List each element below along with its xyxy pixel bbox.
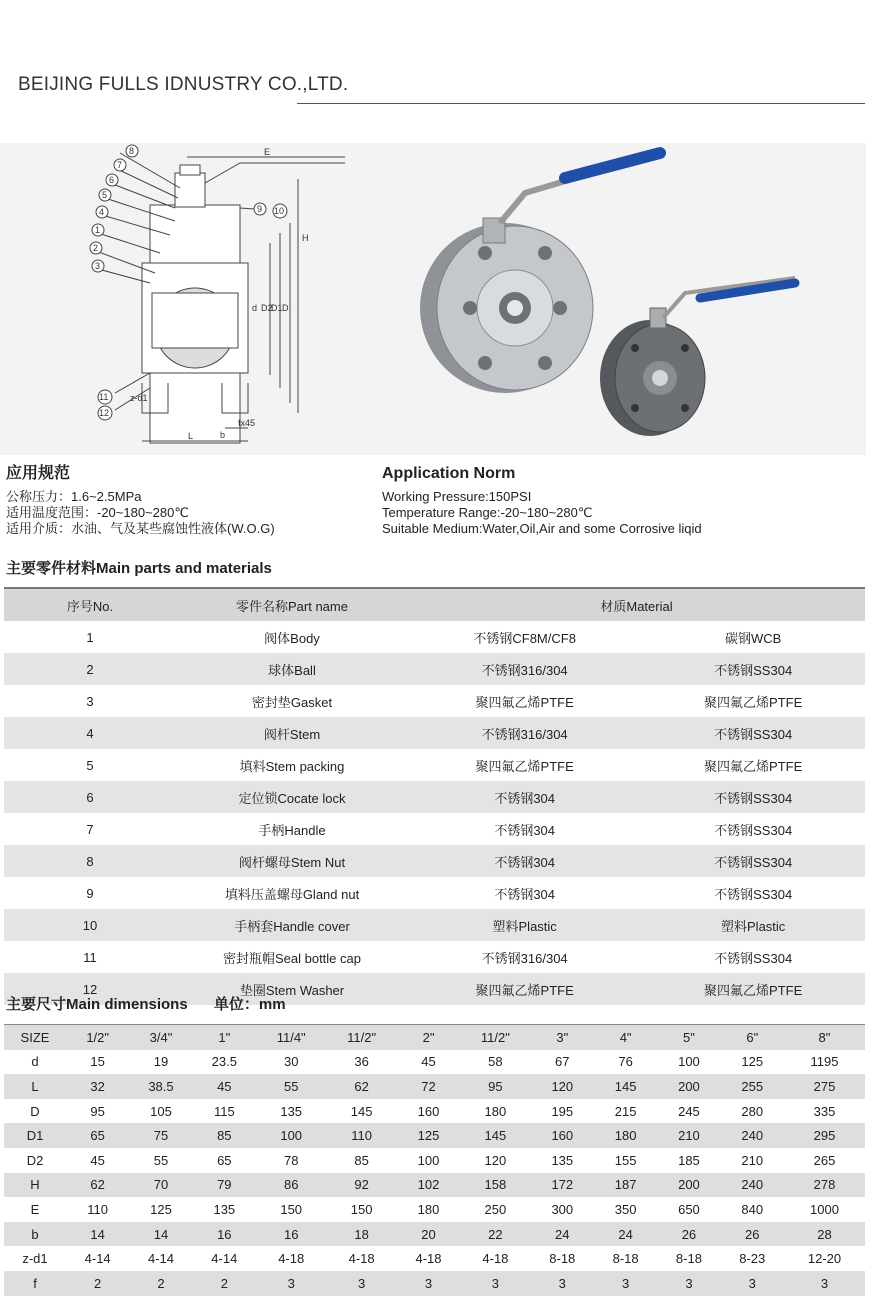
- dims-cell: 26: [721, 1222, 784, 1247]
- part-name: 阀体Body: [264, 630, 320, 646]
- norm-cn-line: 适用介质：水油、气及某些腐蚀性液体(W.O.G): [6, 521, 275, 536]
- dims-cell: 5": [657, 1025, 720, 1050]
- parts-row: [4, 909, 865, 941]
- dims-cell: 210: [657, 1123, 720, 1148]
- dims-cell: 62: [66, 1173, 129, 1198]
- dims-cell: 11/4": [256, 1025, 326, 1050]
- part-name: 阀杆螺母Stem Nut: [176, 845, 408, 877]
- material-carbon: 不锈钢SS304: [714, 822, 793, 838]
- parts-row: [4, 941, 865, 973]
- callout-11: 11: [99, 392, 109, 402]
- parts-row: [4, 845, 865, 877]
- parts-row: [4, 685, 865, 717]
- dims-cell: 3: [326, 1271, 396, 1296]
- dims-row: [4, 1123, 865, 1148]
- dims-cell: 2: [193, 1271, 256, 1296]
- norm-cn-title: 应用规范: [6, 465, 71, 482]
- part-name: 密封垫Gasket: [251, 694, 333, 710]
- dims-row-label: H: [4, 1173, 66, 1198]
- dims-row: [4, 1099, 865, 1124]
- dim-label-L: L: [188, 431, 194, 441]
- dims-cell: 8-23: [739, 1251, 766, 1267]
- part-name: 密封瓶帽Seal bottle cap: [222, 950, 361, 966]
- dim-label-D: D: [282, 303, 289, 313]
- material-carbon: 不锈钢SS304: [641, 845, 865, 877]
- dims-cell: 2": [397, 1025, 460, 1050]
- dims-cell: 3": [531, 1025, 594, 1050]
- dims-cell: 240: [721, 1123, 784, 1148]
- dims-cell: 1/2": [66, 1025, 129, 1050]
- dims-cell: 110: [87, 1201, 109, 1217]
- dims-cell: 14: [66, 1222, 129, 1247]
- dim-label-d: d: [252, 303, 258, 313]
- part-name: 手柄套Handle cover: [176, 909, 408, 941]
- dims-cell: 265: [813, 1152, 836, 1168]
- dims-cell: 92: [326, 1173, 396, 1198]
- material-stainless: 聚四氟乙烯PTFE: [408, 973, 641, 1005]
- dims-cell: 150: [280, 1201, 303, 1217]
- part-no: 6: [4, 781, 176, 813]
- dims-cell: 8-18: [549, 1251, 576, 1267]
- dims-cell: 200: [657, 1074, 720, 1099]
- dims-cell: 275: [784, 1074, 865, 1099]
- part-no: 10: [4, 909, 176, 941]
- dims-cell: 135: [551, 1152, 574, 1168]
- dims-cell: 16: [256, 1222, 326, 1247]
- dims-cell: 150: [350, 1201, 373, 1217]
- dims-row: [4, 1173, 865, 1198]
- material-stainless: 不锈钢CF8M/CF8: [473, 630, 576, 646]
- dims-cell: 650: [678, 1201, 700, 1217]
- dims-cell: 8": [784, 1025, 865, 1050]
- dims-cell: 125: [741, 1054, 764, 1070]
- dims-cell: 65: [66, 1123, 129, 1148]
- dims-cell: 4-18: [482, 1251, 509, 1267]
- dims-cell: 1": [193, 1025, 256, 1050]
- dims-row-label: d: [31, 1054, 39, 1070]
- dims-cell: 145: [350, 1103, 373, 1119]
- material-stainless: 不锈钢316/304: [481, 950, 568, 966]
- dims-row-label: D: [30, 1103, 40, 1119]
- dims-cell: 215: [614, 1103, 637, 1119]
- part-no: 3: [86, 693, 94, 709]
- part-no: 5: [86, 757, 94, 773]
- dims-cell: 20: [397, 1222, 460, 1247]
- dims-cell: 85: [193, 1123, 256, 1148]
- valve-technical-drawing: [80, 143, 380, 455]
- dims-cell: 58: [488, 1054, 503, 1070]
- dims-cell: 24: [594, 1222, 657, 1247]
- callout-10: 10: [274, 206, 285, 216]
- part-no: 1: [86, 629, 94, 645]
- dims-cell: 135: [213, 1201, 236, 1217]
- dims-cell: 26: [657, 1222, 720, 1247]
- dims-row-label: E: [30, 1201, 40, 1217]
- dims-cell: 28: [784, 1222, 865, 1247]
- dims-row-label: D1: [4, 1123, 66, 1148]
- application-norm-cn: [6, 466, 275, 537]
- parts-row: [4, 621, 865, 653]
- callout-3: 3: [95, 261, 101, 271]
- part-no: 9: [86, 885, 94, 901]
- dims-cell: 3/4": [129, 1025, 192, 1050]
- part-no: 12: [4, 973, 176, 1005]
- part-no: 7: [86, 821, 94, 837]
- material-carbon: 不锈钢SS304: [641, 781, 865, 813]
- material-stainless: 聚四氟乙烯PTFE: [475, 758, 574, 774]
- material-carbon: 聚四氟乙烯PTFE: [704, 758, 803, 774]
- dims-row-label: SIZE: [4, 1025, 66, 1050]
- dims-cell: 350: [614, 1201, 637, 1217]
- dims-row: [4, 1074, 865, 1099]
- dims-cell: 16: [193, 1222, 256, 1247]
- dims-cell: 70: [129, 1173, 192, 1198]
- dims-cell: 79: [193, 1173, 256, 1198]
- dims-cell: 36: [354, 1054, 369, 1070]
- dims-cell: 38.5: [129, 1074, 192, 1099]
- dims-cell: 75: [129, 1123, 192, 1148]
- dim-label-D1: D1: [271, 303, 283, 313]
- material-carbon: 聚四氟乙烯PTFE: [641, 973, 865, 1005]
- dims-cell: 45: [421, 1054, 436, 1070]
- dims-row: [4, 1222, 865, 1247]
- parts-section-title: 主要零件材料Main parts and materials: [6, 560, 272, 577]
- part-name: 定位锁Cocate lock: [176, 781, 408, 813]
- material-stainless: 聚四氟乙烯PTFE: [475, 694, 574, 710]
- parts-row: [4, 653, 865, 685]
- part-name: 阀杆Stem: [176, 717, 408, 749]
- part-no: 4: [4, 717, 176, 749]
- parts-row: [4, 749, 865, 781]
- material-carbon: 不锈钢SS304: [641, 717, 865, 749]
- callout-9: 9: [257, 204, 263, 214]
- part-no: 2: [4, 653, 176, 685]
- material-carbon: 不锈钢SS304: [714, 950, 793, 966]
- dims-cell: 115: [213, 1103, 235, 1119]
- dims-cell: 295: [784, 1123, 865, 1148]
- dims-cell: 4-14: [84, 1251, 111, 1267]
- dims-cell: 210: [741, 1152, 764, 1168]
- dims-cell: 180: [484, 1103, 507, 1119]
- dims-cell: 4-14: [211, 1251, 238, 1267]
- dims-cell: 160: [531, 1123, 594, 1148]
- dims-cell: 245: [678, 1103, 700, 1119]
- dims-cell: 6": [721, 1025, 784, 1050]
- dims-cell: 55: [256, 1074, 326, 1099]
- dims-cell: 158: [460, 1173, 530, 1198]
- dims-cell: 100: [417, 1152, 440, 1168]
- dims-cell: 200: [657, 1173, 720, 1198]
- dims-cell: 3: [531, 1271, 594, 1296]
- dims-cell: 180: [594, 1123, 657, 1148]
- dims-cell: 12-20: [807, 1251, 842, 1267]
- parts-row: [4, 717, 865, 749]
- parts-header-name: 零件名称Part name: [176, 588, 408, 621]
- dims-section-title: [6, 993, 286, 1014]
- dims-cell: 67: [555, 1054, 570, 1070]
- dims-cell: 3: [657, 1271, 720, 1296]
- dims-cell: 30: [283, 1054, 299, 1070]
- part-name: 球体Ball: [176, 653, 408, 685]
- dims-cell: 4-14: [147, 1251, 174, 1267]
- dims-cell: 160: [417, 1103, 440, 1119]
- dims-cell: 15: [90, 1054, 105, 1070]
- parts-row: [4, 877, 865, 909]
- dims-cell: 2: [66, 1271, 129, 1296]
- dims-cell: 1195: [810, 1054, 839, 1070]
- dims-cell: 100: [678, 1054, 700, 1070]
- dims-cell: 22: [460, 1222, 530, 1247]
- dims-cell: 8-18: [675, 1251, 702, 1267]
- dims-cell: 240: [721, 1173, 784, 1198]
- parts-row: [4, 781, 865, 813]
- valve-product-photo: [415, 143, 835, 455]
- dims-cell: 45: [90, 1152, 105, 1168]
- dims-row: [4, 1148, 865, 1173]
- dims-cell: 45: [193, 1074, 256, 1099]
- dims-cell: 4": [594, 1025, 657, 1050]
- dims-cell: 4-18: [348, 1251, 375, 1267]
- parts-row: [4, 813, 865, 845]
- dims-row: [4, 1197, 865, 1222]
- dims-cell: 55: [153, 1152, 169, 1168]
- callout-1: 1: [95, 225, 101, 235]
- callout-6: 6: [109, 175, 115, 185]
- parts-header-material: 材质Material: [408, 588, 865, 621]
- dims-cell: 100: [256, 1123, 326, 1148]
- dim-label-H: H: [302, 233, 309, 243]
- callout-4: 4: [99, 207, 105, 217]
- dims-row-label: b: [4, 1222, 66, 1247]
- dims-row: [4, 1246, 865, 1271]
- dims-cell: 102: [397, 1173, 460, 1198]
- dims-title: 主要尺寸Main dimensions: [6, 996, 188, 1013]
- callout-2: 2: [93, 243, 99, 253]
- dims-cell: 187: [594, 1173, 657, 1198]
- norm-en-line: Temperature Range:-20~180~280℃: [382, 505, 593, 520]
- dims-cell: 280: [741, 1103, 764, 1119]
- material-carbon: 碳钢WCB: [724, 630, 782, 646]
- dims-cell: 125: [150, 1201, 172, 1217]
- parts-header-row: [4, 588, 865, 621]
- norm-en-line: Working Pressure:150PSI: [382, 489, 532, 504]
- dims-cell: 3: [721, 1271, 784, 1296]
- part-name: 垫圈Stem Washer: [176, 973, 408, 1005]
- dims-cell: 4-18: [415, 1251, 442, 1267]
- dims-cell: 840: [741, 1201, 764, 1217]
- dim-label-b: b: [220, 430, 226, 440]
- dims-unit: 单位：mm: [213, 996, 286, 1013]
- dims-cell: 78: [283, 1152, 299, 1168]
- dim-label-D2: D2: [261, 303, 273, 313]
- material-stainless: 不锈钢316/304: [408, 653, 641, 685]
- application-norm-en: [382, 466, 702, 537]
- dims-cell: 4-18: [278, 1251, 305, 1267]
- dims-cell: 3: [397, 1271, 460, 1296]
- dims-cell: 86: [256, 1173, 326, 1198]
- dims-cell: 95: [90, 1103, 105, 1119]
- dims-cell: 120: [531, 1074, 594, 1099]
- part-no: 8: [4, 845, 176, 877]
- dims-cell: 135: [280, 1103, 303, 1119]
- dims-cell: 3: [460, 1271, 530, 1296]
- dims-cell: 195: [551, 1103, 574, 1119]
- callout-8: 8: [129, 146, 135, 156]
- dims-cell: 18: [326, 1222, 396, 1247]
- dims-cell: 155: [614, 1152, 637, 1168]
- dim-label-z-d1: z-d1: [130, 393, 148, 403]
- dims-cell: 125: [397, 1123, 460, 1148]
- part-name: 手柄Handle: [258, 822, 326, 838]
- norm-cn-line: 公称压力：1.6~2.5MPa: [6, 489, 142, 504]
- material-stainless: 不锈钢316/304: [408, 717, 641, 749]
- header-divider: [297, 103, 865, 104]
- part-name: 填料压盖螺母Gland nut: [224, 886, 360, 902]
- material-carbon: 塑料Plastic: [641, 909, 865, 941]
- dims-cell: 72: [397, 1074, 460, 1099]
- dimensions-table: [4, 1024, 865, 1296]
- material-stainless: 不锈钢304: [408, 781, 641, 813]
- dims-cell: 145: [594, 1074, 657, 1099]
- dims-cell: 335: [813, 1103, 836, 1119]
- material-carbon: 不锈钢SS304: [714, 886, 793, 902]
- dims-cell: 3: [594, 1271, 657, 1296]
- dims-cell: 2: [129, 1271, 192, 1296]
- material-stainless: 塑料Plastic: [408, 909, 641, 941]
- parts-table: [4, 587, 865, 1005]
- dims-cell: 110: [326, 1123, 396, 1148]
- dims-row-label: z-d1: [22, 1251, 48, 1267]
- callout-7: 7: [117, 160, 123, 170]
- dims-row-label: D2: [26, 1152, 44, 1168]
- dims-cell: 23.5: [211, 1054, 237, 1070]
- callout-12: 12: [99, 408, 110, 418]
- dims-row-label: L: [4, 1074, 66, 1099]
- material-stainless: 不锈钢304: [408, 845, 641, 877]
- figure-area: [0, 143, 866, 455]
- dims-cell: 185: [678, 1152, 700, 1168]
- material-carbon: 不锈钢SS304: [641, 653, 865, 685]
- dims-row: [4, 1050, 865, 1075]
- dims-cell: 255: [721, 1074, 784, 1099]
- dims-cell: 172: [531, 1173, 594, 1198]
- dims-row: [4, 1025, 865, 1050]
- dims-cell: 3: [256, 1271, 326, 1296]
- part-name: 填料Stem packing: [239, 758, 345, 774]
- part-no: 11: [83, 949, 97, 965]
- dims-cell: 250: [484, 1201, 507, 1217]
- norm-cn-line: 适用温度范围：-20~180~280℃: [6, 505, 189, 520]
- norm-en-title: Application Norm: [382, 465, 516, 482]
- dims-cell: 19: [153, 1054, 169, 1070]
- dims-cell: 8-18: [612, 1251, 639, 1267]
- material-carbon: 聚四氟乙烯PTFE: [704, 694, 803, 710]
- dims-cell: 145: [460, 1123, 530, 1148]
- dims-cell: 85: [354, 1152, 369, 1168]
- company-name: BEIJING FULLS IDNUSTRY CO.,LTD.: [18, 74, 349, 95]
- material-stainless: 不锈钢304: [494, 886, 556, 902]
- dims-cell: 278: [784, 1173, 865, 1198]
- dim-label-E: E: [264, 147, 271, 157]
- dims-cell: 120: [484, 1152, 507, 1168]
- dims-cell: 105: [150, 1103, 172, 1119]
- dims-cell: 11/2": [460, 1025, 530, 1050]
- dims-cell: 24: [531, 1222, 594, 1247]
- dims-cell: 62: [326, 1074, 396, 1099]
- dims-cell: 1000: [810, 1201, 839, 1217]
- dims-row-label: f: [4, 1271, 66, 1296]
- dims-cell: 14: [129, 1222, 192, 1247]
- dims-cell: 180: [417, 1201, 440, 1217]
- dims-cell: 65: [217, 1152, 232, 1168]
- parts-header-no: 序号No.: [4, 588, 176, 621]
- dims-cell: 32: [66, 1074, 129, 1099]
- dims-cell: 11/2": [326, 1025, 396, 1050]
- dims-row: [4, 1271, 865, 1296]
- callout-5: 5: [102, 190, 108, 200]
- norm-en-line: Suitable Medium:Water,Oil,Air and some Corrosive liqid: [382, 521, 702, 536]
- dims-cell: 300: [551, 1201, 574, 1217]
- material-stainless: 不锈钢304: [494, 822, 556, 838]
- dim-label-f: fx45: [238, 418, 256, 428]
- dims-cell: 95: [460, 1074, 530, 1099]
- dims-cell: 3: [784, 1271, 865, 1296]
- dims-cell: 76: [618, 1054, 633, 1070]
